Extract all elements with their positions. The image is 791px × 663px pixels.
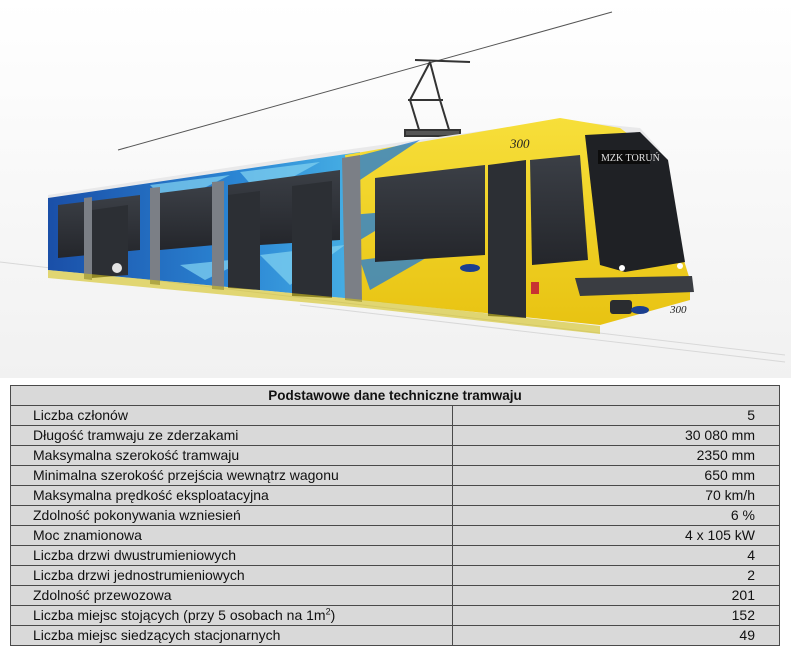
row-label (11, 626, 453, 646)
row-label-superscript: 2 (325, 606, 331, 617)
row-value: 152 (453, 606, 780, 626)
row-value: 30 080 mm (453, 426, 780, 446)
row-label (11, 406, 453, 426)
row-value: 4 (453, 546, 780, 566)
coupler (610, 300, 632, 314)
table-row (11, 566, 780, 586)
table-row (11, 406, 780, 426)
row-label (11, 606, 453, 626)
table-row (11, 466, 780, 486)
row-label (11, 446, 453, 466)
row-label-text: Zdolność pokonywania wzniesień (33, 507, 241, 523)
row-value: 4 x 105 kW (453, 526, 780, 546)
row-value: 201 (453, 586, 780, 606)
city-crest-icon (112, 263, 122, 273)
table-row (11, 626, 780, 646)
row-label (11, 426, 453, 446)
table-title: Podstawowe dane techniczne tramwaju (11, 386, 780, 406)
operator-logo-icon (460, 264, 480, 272)
row-label (11, 526, 453, 546)
table-row (11, 546, 780, 566)
row-value: 5 (453, 406, 780, 426)
row-label-text: Maksymalna szerokość tramwaju (33, 447, 240, 463)
row-label-text: Długość tramwaju ze zderzakami (33, 427, 239, 443)
operator-logo-icon (631, 306, 649, 314)
city-crest-icon (531, 282, 539, 294)
row-value: 2 (453, 566, 780, 586)
destination-text: MZK TORUŃ (601, 153, 660, 164)
row-label-text: Maksymalna prędkość eksploatacyjna (33, 487, 269, 503)
row-label (11, 546, 453, 566)
headlight (619, 265, 625, 271)
row-label (11, 486, 453, 506)
row-label (11, 506, 453, 526)
row-value: 6 % (453, 506, 780, 526)
row-label-tail: ) (330, 607, 336, 623)
row-value: 650 mm (453, 466, 780, 486)
row-label-text: Liczba członów (33, 407, 128, 423)
table-row (11, 486, 780, 506)
row-value: 70 km/h (453, 486, 780, 506)
table-row (11, 586, 780, 606)
table-row (11, 606, 780, 626)
table-header-row (11, 386, 780, 406)
row-label-text: Zdolność przewozowa (33, 587, 172, 603)
row-label (11, 466, 453, 486)
technical-data-table (10, 385, 780, 646)
row-label-text: Liczba miejsc siedzących stacjonarnych (33, 627, 281, 643)
row-value: 49 (453, 626, 780, 646)
row-value: 2350 mm (453, 446, 780, 466)
table-row (11, 506, 780, 526)
table-row (11, 526, 780, 546)
row-label-text: Minimalna szerokość przejścia wewnątrz wagonu (33, 467, 339, 483)
headlight (677, 263, 683, 269)
row-label-text: Liczba drzwi dwustrumieniowych (33, 547, 237, 563)
table-row (11, 446, 780, 466)
row-label-text: Liczba miejsc stojących (przy 5 osobach na 1m (33, 607, 326, 623)
row-label-text: Liczba drzwi jednostrumieniowych (33, 567, 245, 583)
row-label (11, 586, 453, 606)
nose-number: 300 (670, 304, 687, 316)
fleet-number: 300 (510, 136, 530, 151)
row-label (11, 566, 453, 586)
row-label-text: Moc znamionowa (33, 527, 142, 543)
table-row (11, 426, 780, 446)
